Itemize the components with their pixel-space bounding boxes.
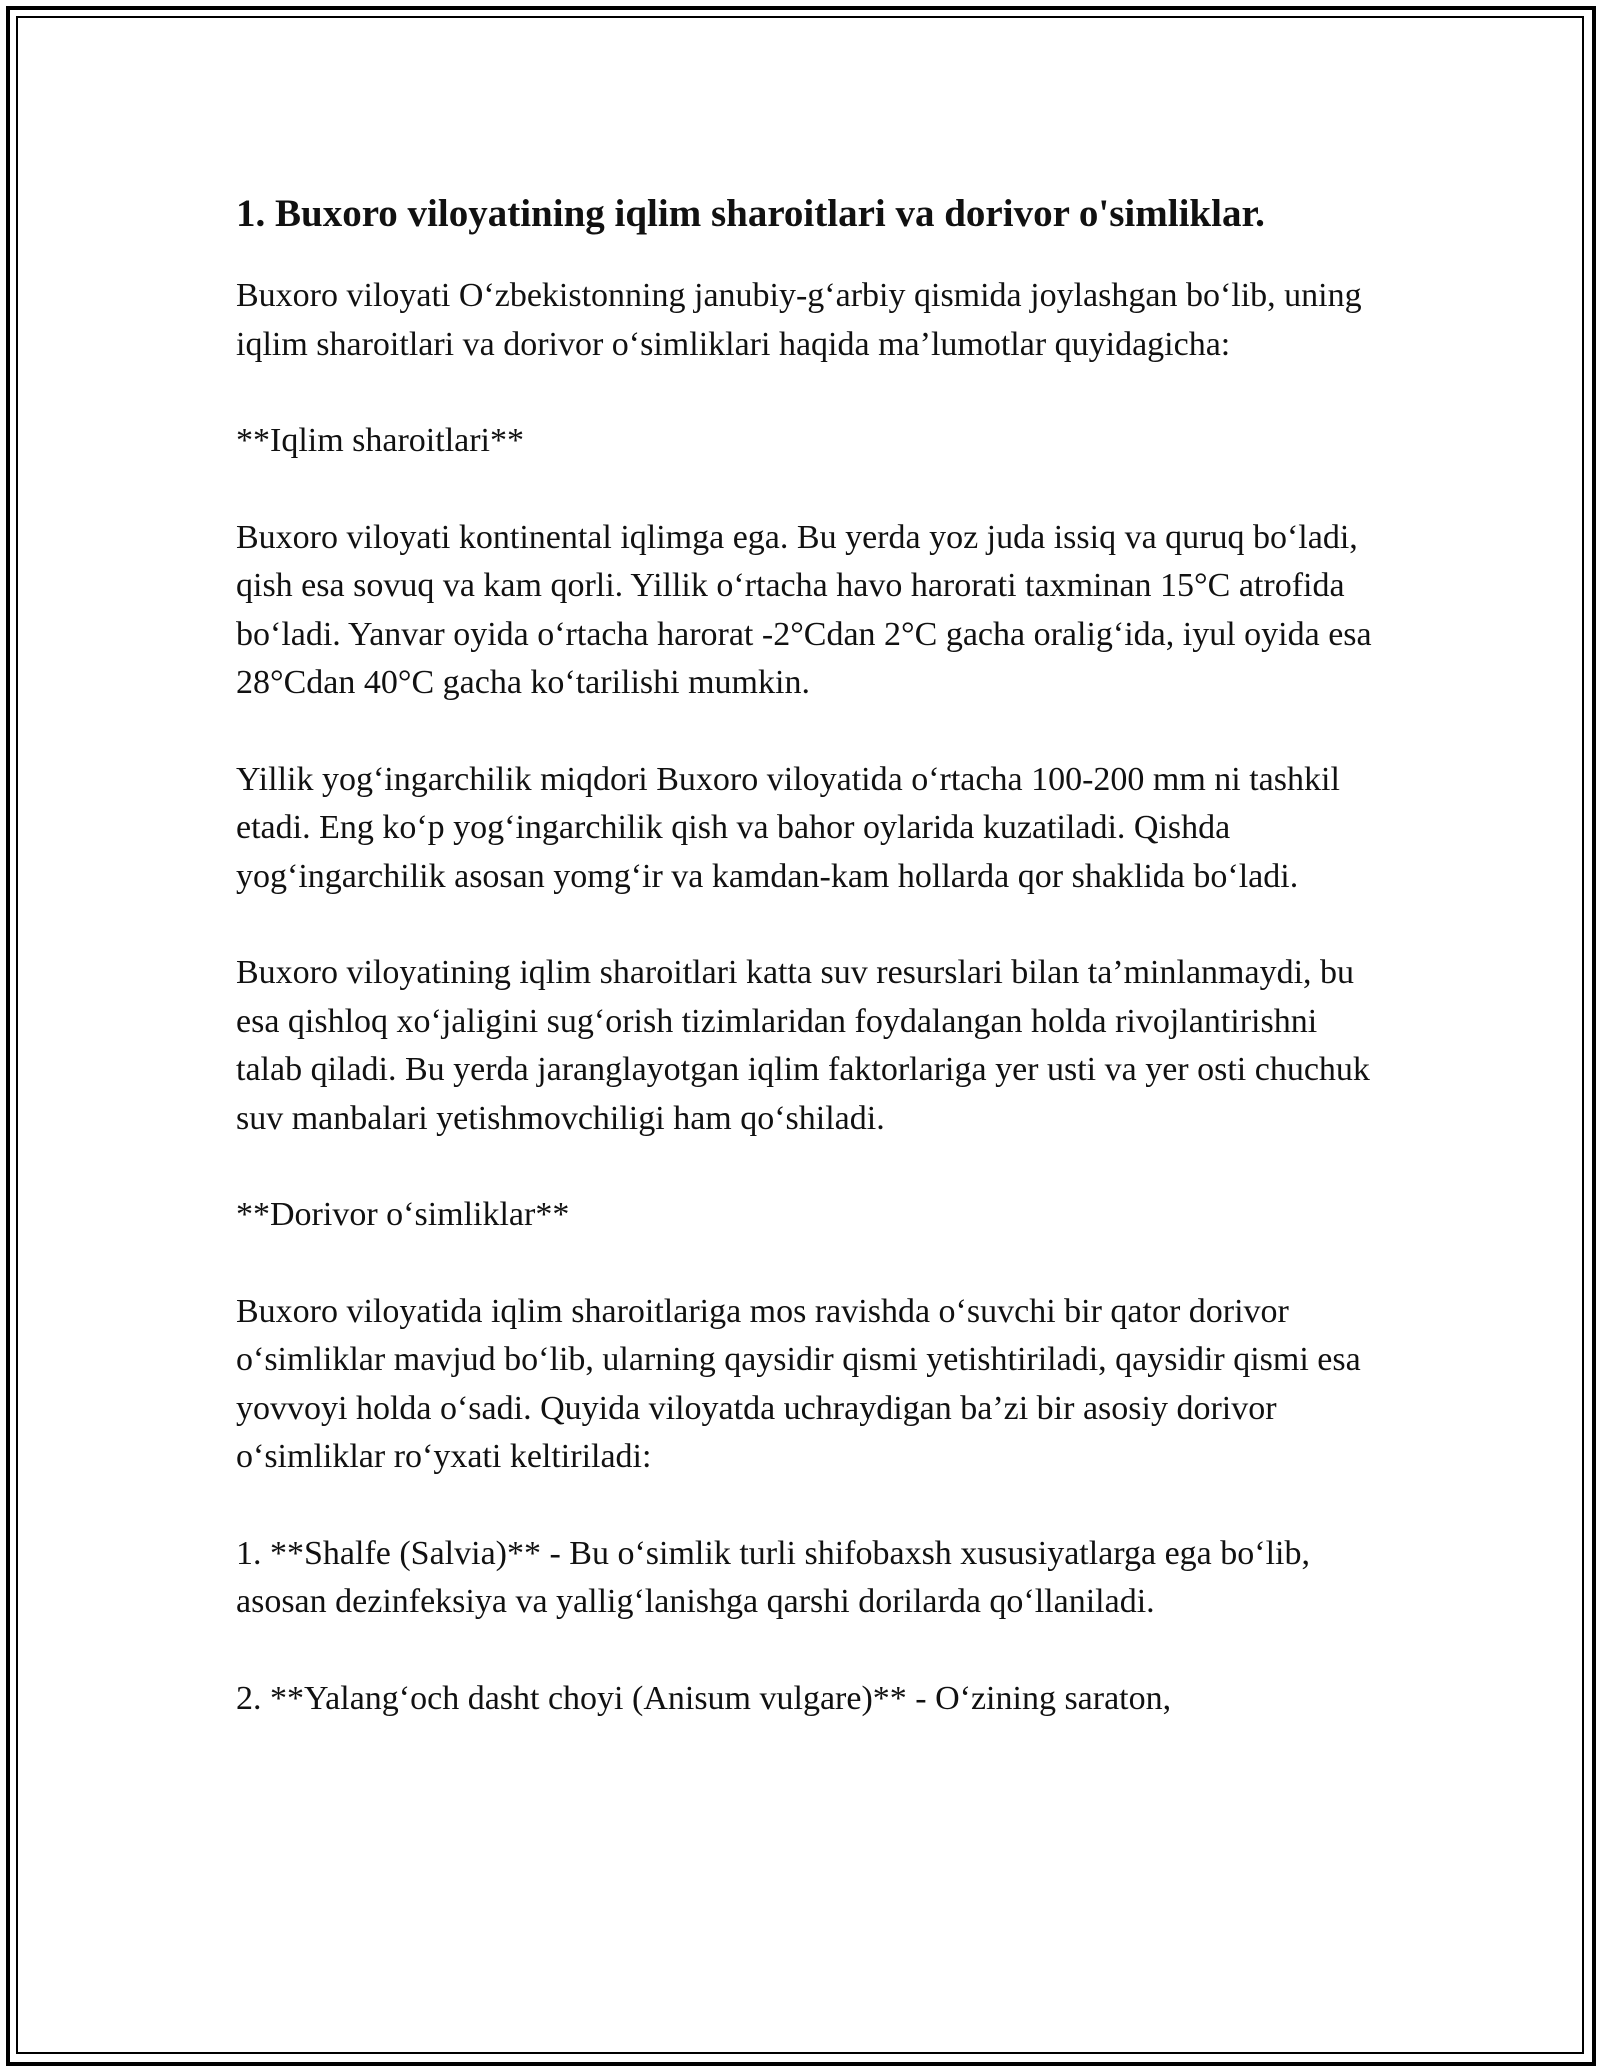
paragraph-climate-water: Buxoro viloyatining iqlim sharoitlari katta suv resurslari bilan ta’minlanmaydi, bu esa qishloq xo‘jaligini sug‘orish tizimlaridan foydalangan holda rivojlantirishni talab qiladi. Bu yerda jaranglayotgan iqlim faktorlariga yer usti va yer osti chuchuk suv manbalari yetishmovchiligi ham qo‘shiladi. [236, 954, 1370, 1137]
paragraph-plants-intro: Buxoro viloyatida iqlim sharoitlariga mos ravishda o‘suvchi bir qator dorivor o‘simliklar mavjud bo‘lib, ularning qaysidir qismi yetishtiriladi, qaysidir qismi esa yovvoyi holda o‘sadi. Quyida viloyatda uchraydigan ba’zi bir asosiy dorivor o‘simliklar ro‘yxati keltiriladi: [236, 1292, 1361, 1475]
section-heading-plants: **Dorivor o‘simliklar** [236, 1196, 570, 1233]
list-item-salvia: 1. **Shalfe (Salvia)** - Bu o‘simlik turli shifobaxsh xususiyatlarga ega bo‘lib, asosan dezinfeksiya va yallig‘lanishga qarshi dorilarda qo‘llaniladi. [236, 1534, 1310, 1620]
paragraph-intro: Buxoro viloyati O‘zbekistonning janubiy-g‘arbiy qismida joylashgan bo‘lib, uning iqlim sharoitlari va dorivor o‘simliklari haqida ma’lumotlar quyidagicha: [236, 277, 1362, 363]
document-title: 1. Buxoro viloyatining iqlim sharoitlari va dorivor o'simliklar. [236, 192, 1265, 235]
paragraph-climate-temperature: Buxoro viloyati kontinental iqlimga ega. Bu yerda yoz juda issiq va quruq bo‘ladi, qish esa sovuq va kam qorli. Yillik o‘rtacha havo harorati taxminan 15°C atrofida bo‘ladi. Yanvar oyida o‘rtacha harorat -2°Cdan 2°C gacha oralig‘ida, iyul oyida esa 28°Cdan 40°C gacha ko‘tarilishi mumkin. [236, 518, 1372, 701]
list-item-anisum: 2. **Yalang‘och dasht choyi (Anisum vulgare)** - O‘zining saraton, [236, 1679, 1172, 1717]
document-body [236, 186, 1376, 1771]
section-heading-climate: **Iqlim sharoitlari** [236, 422, 525, 459]
paragraph-climate-precipitation: Yillik yog‘ingarchilik miqdori Buxoro viloyatida o‘rtacha 100-200 mm ni tashkil etadi. Eng ko‘p yog‘ingarchilik qish va bahor oylarida kuzatiladi. Qishda yog‘ingarchilik asosan yomg‘ir va kamdan-kam hollarda qor shaklida bo‘ladi. [236, 760, 1340, 895]
